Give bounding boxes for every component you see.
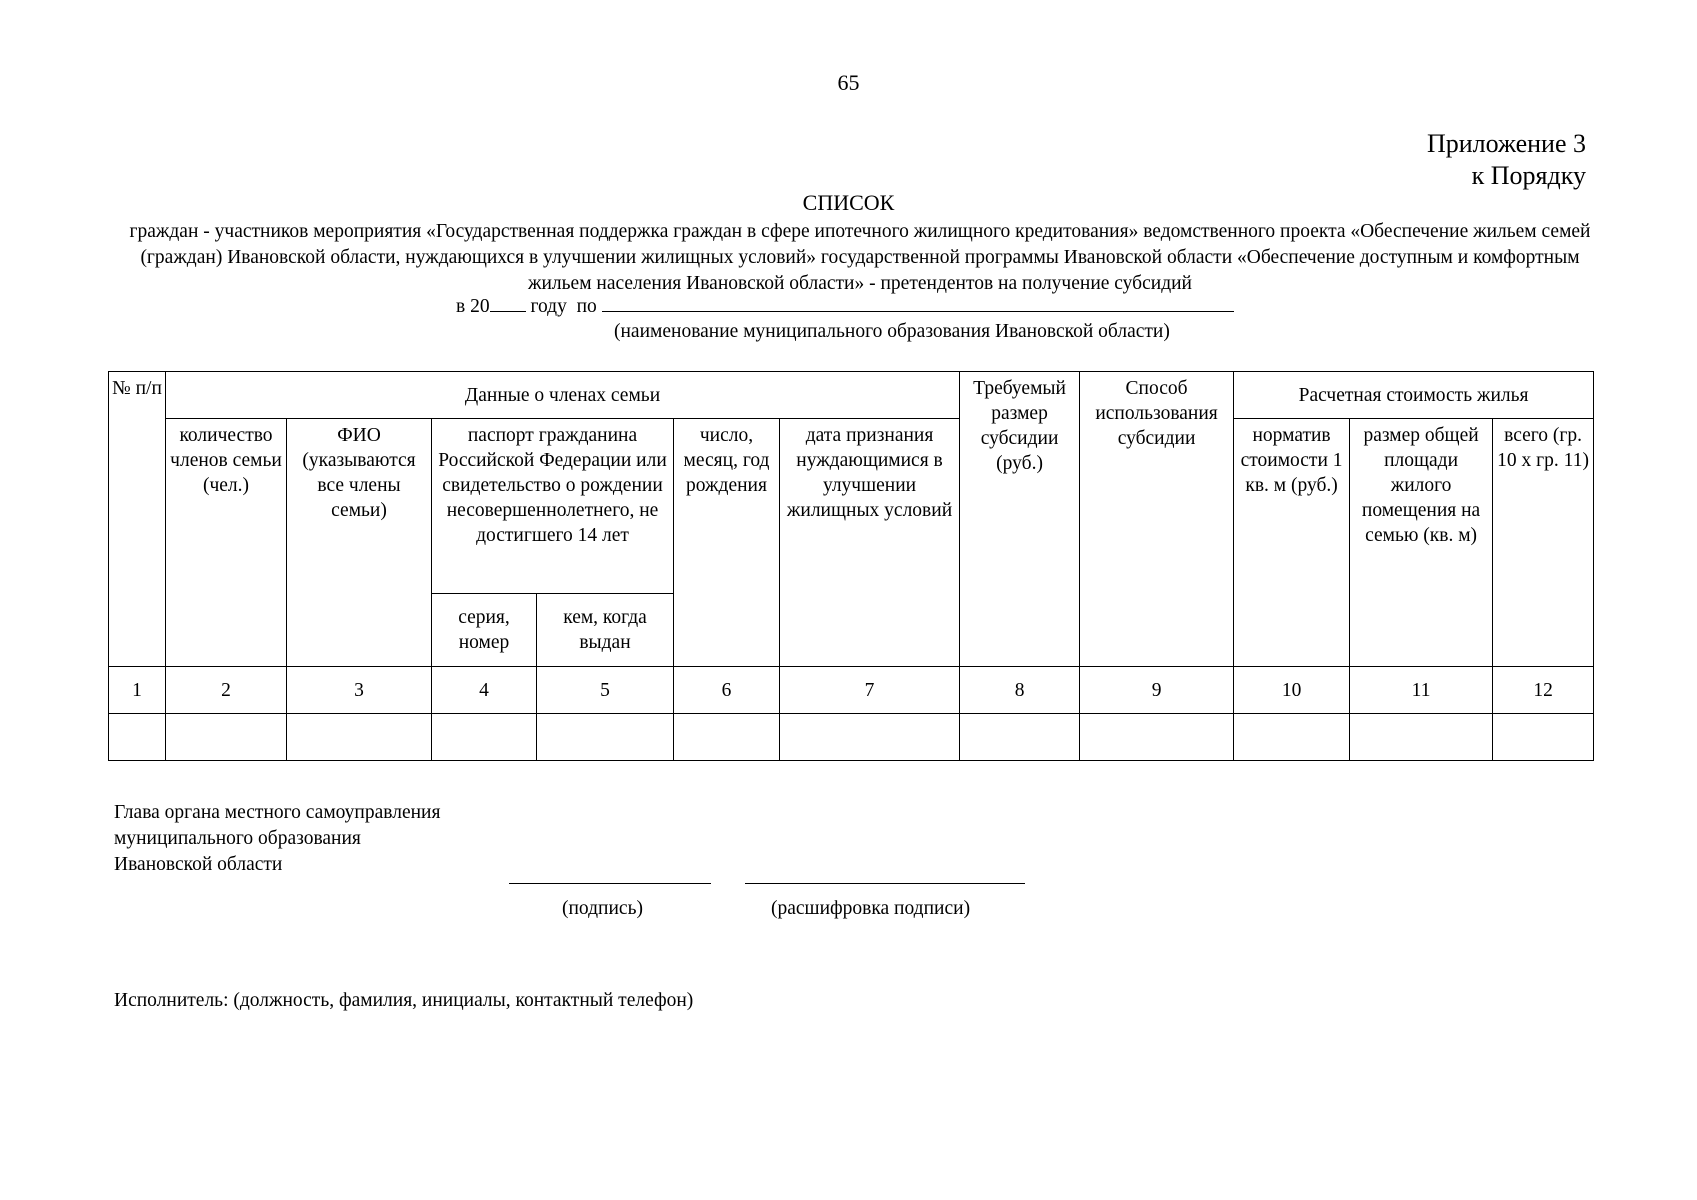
appendix-label xyxy=(1427,128,1586,192)
header-area: размер общей площади жилого помещения на семью (кв. м) xyxy=(1350,419,1493,667)
head-title-line-1: Глава органа местного самоуправления xyxy=(114,802,441,823)
column-number: 9 xyxy=(1080,667,1234,714)
page-number: 65 xyxy=(837,70,860,95)
citizens-table xyxy=(108,371,1594,761)
header-issued-by: кем, когда выдан xyxy=(537,594,674,667)
document-title: СПИСОК xyxy=(802,190,895,215)
empty-cell xyxy=(1350,714,1493,761)
header-method: Способ использования субсидии xyxy=(1080,372,1234,667)
column-number: 2 xyxy=(166,667,287,714)
column-number: 12 xyxy=(1493,667,1594,714)
header-recognition-date: дата признания нуждающимися в улучшении жилищных условий xyxy=(780,419,960,667)
empty-cell xyxy=(1493,714,1594,761)
appendix-line-1: Приложение 3 xyxy=(1426,129,1586,158)
column-number: 6 xyxy=(674,667,780,714)
header-subsidy: Требуемый размер субсидии (руб.) xyxy=(960,372,1080,667)
empty-cell xyxy=(674,714,780,761)
column-number: 11 xyxy=(1350,667,1493,714)
column-number: 5 xyxy=(537,667,674,714)
header-fio: ФИО (указываются все члены семьи) xyxy=(287,419,432,667)
year-blank xyxy=(490,297,526,312)
column-number: 8 xyxy=(960,667,1080,714)
column-number: 7 xyxy=(780,667,960,714)
signature-line xyxy=(509,883,711,884)
municipality-caption: (наименование муниципального образования Ивановской области) xyxy=(614,321,1170,342)
document-subtitle: граждан - участников мероприятия «Государственная поддержка граждан в сфере ипотечного жилищного кредитования» ведомственного проекта «Обеспечение жильем семей (граждан) Ивановской области, нуждающихся в улучшении жилищных условий» государственной программы Ивановской области «Обеспечение доступным и комфортным жильем населения Ивановской области» - претендентов на получение субсидий xyxy=(129,221,1591,294)
signature-decode-caption: (расшифровка подписи) xyxy=(771,898,971,919)
header-series-number: серия, номер xyxy=(432,594,537,667)
header-norm-cost: норматив стоимости 1 кв. м (руб.) xyxy=(1234,419,1350,667)
empty-cell xyxy=(432,714,537,761)
empty-cell xyxy=(287,714,432,761)
empty-cell xyxy=(780,714,960,761)
year-middle: году по xyxy=(525,296,602,317)
executor-line: Исполнитель: (должность, фамилия, инициалы, контактный телефон) xyxy=(114,990,694,1011)
column-number: 1 xyxy=(109,667,166,714)
year-line xyxy=(456,296,1234,318)
column-number: 3 xyxy=(287,667,432,714)
header-family-data: Данные о членах семьи xyxy=(166,372,960,419)
municipality-blank xyxy=(602,297,1234,312)
empty-cell xyxy=(960,714,1080,761)
empty-cell xyxy=(1080,714,1234,761)
column-number: 4 xyxy=(432,667,537,714)
head-title-line-2: муниципального образования xyxy=(114,828,361,849)
header-cost: Расчетная стоимость жилья xyxy=(1234,372,1594,419)
head-title-line-3: Ивановской области xyxy=(114,854,283,875)
header-num: № п/п xyxy=(109,372,166,667)
appendix-line-2: к Порядку xyxy=(1471,161,1586,190)
signature-head-title xyxy=(114,800,440,878)
empty-cell xyxy=(537,714,674,761)
header-birth-date: число, месяц, год рождения xyxy=(674,419,780,667)
header-total: всего (гр. 10 х гр. 11) xyxy=(1493,419,1594,667)
empty-cell xyxy=(1234,714,1350,761)
year-prefix: в 20 xyxy=(456,296,490,317)
empty-cell xyxy=(166,714,287,761)
empty-cell xyxy=(109,714,166,761)
header-passport: паспорт гражданина Российской Федерации или свидетельство о рождении несовершеннолетнего, не достигшего 14 лет xyxy=(432,419,674,594)
signature-caption: (подпись) xyxy=(562,898,643,919)
header-family-count: количество членов семьи (чел.) xyxy=(166,419,287,667)
table-row xyxy=(109,714,1594,761)
signature-decode-line xyxy=(745,883,1025,884)
column-number: 10 xyxy=(1234,667,1350,714)
